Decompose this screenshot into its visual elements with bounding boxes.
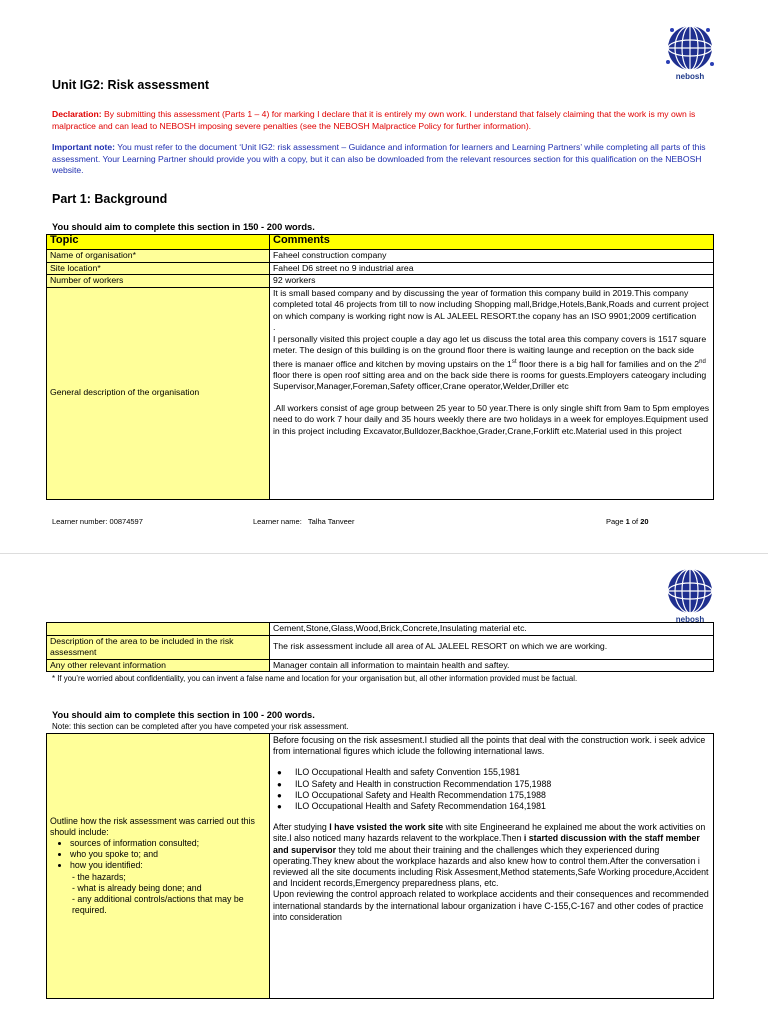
- declaration-label: Declaration:: [52, 109, 102, 119]
- globe-icon: [662, 565, 718, 617]
- risk-assessment-method-table: [46, 733, 714, 999]
- page-title: Unit IG2: Risk assessment: [52, 78, 210, 92]
- declaration: [52, 109, 722, 132]
- row-topic: Any other relevant information: [47, 659, 270, 672]
- list-item: • sources of information consulted;: [70, 838, 266, 849]
- globe-icon: [662, 22, 718, 74]
- word-count-instruction-2: You should aim to complete this section in 100 - 200 words.: [52, 710, 315, 720]
- row-comment[interactable]: Faheel D6 street no 9 industrial area: [270, 262, 714, 275]
- row-comment[interactable]: Faheel construction company: [270, 250, 714, 263]
- nebosh-logo: [662, 22, 718, 84]
- outline-answer-cell[interactable]: [270, 734, 714, 999]
- learner-number: Learner number: 00874597: [52, 517, 143, 526]
- learner-name: Learner name: Talha Tanveer: [253, 517, 355, 526]
- ilo-laws-list: [273, 767, 710, 812]
- table-row: [47, 635, 714, 659]
- ra-paragraph-1: Before focusing on the risk assesment.I studied all the points that deal with the construction work. i seek advice from international figures which iclude the following international laws.: [273, 735, 706, 757]
- row-topic: General description of the organisation: [47, 287, 270, 499]
- logo-wordmark: nebosh: [675, 72, 705, 81]
- list-item: ● ILO Occupational Health and Safety Recommendation 164,1981: [295, 801, 710, 812]
- confidentiality-footnote: * If you’re worried about confidentiality, you can invent a false name and location for your organisation but, all other information provided must be factual.: [52, 674, 578, 683]
- table-row: [47, 262, 714, 275]
- list-item: - any additional controls/actions that may be required.: [72, 894, 244, 916]
- page-number: Page 1 of 20: [606, 517, 649, 526]
- declaration-text: By submitting this assessment (Parts 1 – 4) for marking I declare that it is entirely my own work. I understand that falsely claiming that the work is my own is malpractice and can lead to NEBOSH imposing severe penalties (see the NEBOSH Malpractice Policy for further information).: [52, 109, 696, 131]
- general-paragraph-1: It is small based company and by discussing the year of formation this company build in 2019.This company completed total 46 projects from till to now including Shopping mall,Bridge,Hotels,Bank,Roads and current project on which company is working right now is AL JALEEL RESORT.the copany has an ISO 9901;2009 certification: [273, 287, 709, 321]
- logo-wordmark: nebosh: [675, 615, 705, 624]
- row-comment[interactable]: The risk assessment include all area of AL JALEEL RESORT on which we are working.: [270, 635, 714, 659]
- ra-paragraph-3: Upon reviewing the control approach related to workplace accidents and their consequences and recommended international standards by the international labour organization i have C-155,C-167 and other codes of practice into consideration: [273, 889, 709, 922]
- table-row: [47, 734, 714, 999]
- outline-prompt-cell: [47, 734, 270, 999]
- completion-note: Note: this section can be completed after you have competed your risk assessment.: [52, 722, 349, 731]
- general-paragraph-2: I personally visited this project couple a day ago let us discuss the total area this company covers is 1517 square meter. The design of this building is on the ground floor there is waiting launge and reception on the back side there is manaer office and kitchen by moving upstairs on the 1st floor there is a big hall for families and on the 2nd floor there is open roof sitting area and on the back side there is rooms for guests.Employers cateogary including Supervisor,Manager,Foreman,Safety officer,Crane operator,Welder,Driller etc: [273, 333, 707, 392]
- list-item: • how you identified:: [70, 860, 266, 871]
- row-topic: Description of the area to be included in the risk assessment: [47, 635, 270, 659]
- row-topic: Number of workers: [47, 275, 270, 288]
- word-count-instruction: You should aim to complete this section in 150 - 200 words.: [52, 222, 315, 232]
- table-row: [47, 623, 714, 636]
- table-row: [47, 659, 714, 672]
- table-row: [47, 275, 714, 288]
- outline-bullets: [50, 838, 266, 872]
- note-label: Important note:: [52, 142, 116, 152]
- ra-paragraph-2: After studying I have vsisted the work site with site Engineerand he explained me about the work activities on site.I also noticed many hazards relavent to the workplace.Then i started discussion with the staff member and supervisor they told me about their training and the challenges which they experienced during operating.They knew about the workplace hazards and also knew how to control them.After the conversation i reviewed all the site documents including Risk Assesment,Method statements,Safe Working procedure,Accident and Incident records,Emergency preparedness plans, etc.: [273, 822, 709, 889]
- list-item: ● ILO Occupational Safety and Health Recommendation 175,1988: [295, 790, 710, 801]
- comments-header: Comments: [270, 235, 714, 250]
- table-row: [47, 250, 714, 263]
- background-table-continued: [46, 622, 714, 672]
- outline-intro: Outline how the risk assessment was carried out this should include:: [50, 815, 255, 837]
- general-paragraph-3: .All workers consist of age group between 25 year to 50 year.There is only single shift from 9am to 5pm employes need to do work 7 hour daily and 35 hours weekly there are two holidays in a week for employes.Equipment used in this project including Excavator,Bulldozer,Backhoe,Grader,Crane,Forklift etc.Material used in this project: [273, 402, 710, 436]
- note-text: You must refer to the document ‘Unit IG2: risk assessment – Guidance and information for learners and Learning Partners’ while completing all parts of this assessment. Your Learning Partner should provide you with a copy, but it can also be downloaded from the relevant resources section for this qualification on the NEBOSH website.: [52, 142, 706, 175]
- important-note: [52, 142, 722, 177]
- row-comment[interactable]: Cement,Stone,Glass,Wood,Brick,Concrete,Insulating material etc.: [270, 623, 714, 636]
- topic-header: Topic: [47, 235, 270, 250]
- row-comment[interactable]: Manager contain all information to maintain health and saftey.: [270, 659, 714, 672]
- table-row: [47, 287, 714, 499]
- list-item: ● ILO Safety and Health in construction Recommendation 175,1988: [295, 779, 710, 790]
- list-item: ● ILO Occupational Health and safety Convention 155,1981: [295, 767, 710, 778]
- row-topic: [47, 623, 270, 636]
- general-description-cell[interactable]: [270, 287, 714, 499]
- list-item: • who you spoke to; and: [70, 849, 266, 860]
- table-header-row: [47, 235, 714, 250]
- general-dot: .: [273, 322, 276, 332]
- list-item: - what is already being done; and: [72, 882, 202, 893]
- background-table: [46, 234, 714, 500]
- row-topic: Site location*: [47, 262, 270, 275]
- part1-heading: Part 1: Background: [52, 192, 168, 206]
- nebosh-logo: [662, 565, 718, 625]
- row-comment[interactable]: 92 workers: [270, 275, 714, 288]
- row-topic: Name of organisation*: [47, 250, 270, 263]
- list-item: - the hazards;: [72, 871, 126, 882]
